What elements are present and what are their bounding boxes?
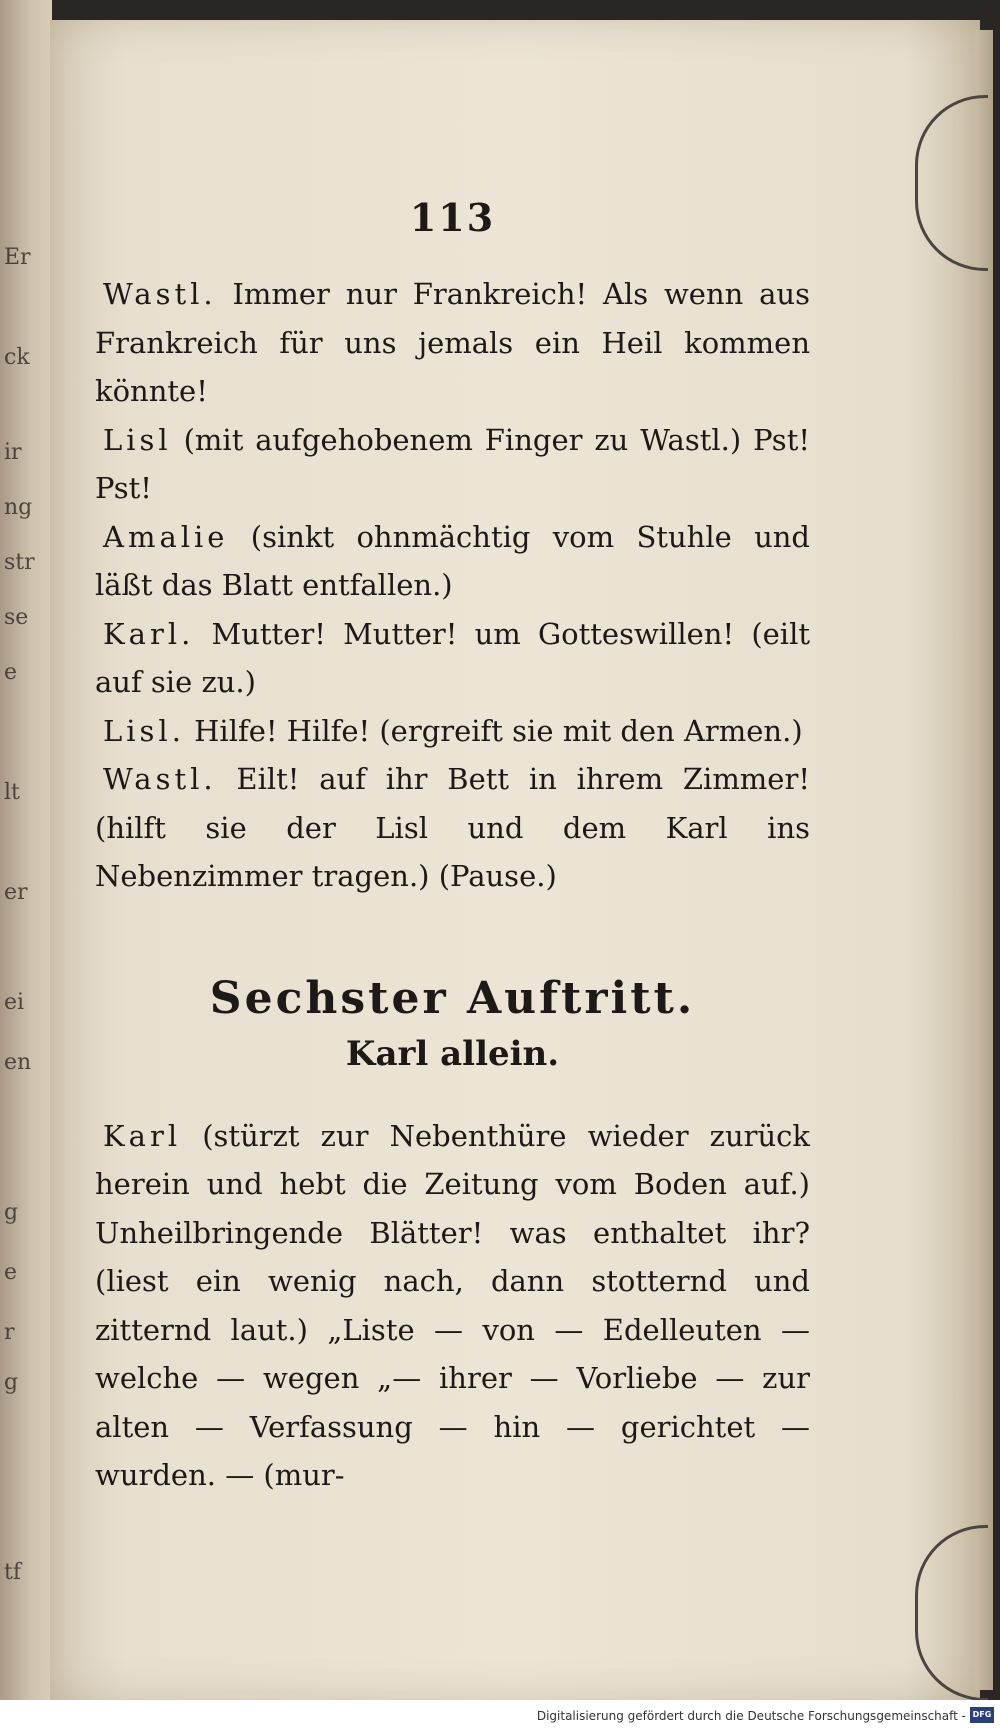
speaker-name: Lisl (103, 422, 172, 457)
dialogue-text: Immer nur Frankreich! Als wenn aus Frankreich für uns jemals ein Heil kommen könnte! (95, 277, 810, 408)
margin-fragment: ng (4, 495, 33, 520)
speaker-name: Karl (103, 1118, 182, 1153)
digitization-footer (0, 1700, 1000, 1731)
scene-subheading: Karl allein. (345, 1033, 560, 1074)
speaker-name: Wastl. (103, 762, 217, 796)
dialogue-paragraph (95, 755, 810, 901)
page-stack-edge (975, 30, 993, 1690)
dialogue-text: Hilfe! Hilfe! (ergreift sie mit den Armen.) (184, 713, 803, 748)
margin-fragment: lt (4, 780, 20, 805)
page-number: 113 (409, 195, 496, 240)
margin-fragment: ck (4, 345, 30, 370)
dialogue-text: Mutter! Mutter! um Gotteswillen! (eilt auf sie zu.) (95, 616, 810, 699)
dialogue-paragraph (95, 416, 810, 513)
margin-fragment: tf (4, 1560, 21, 1585)
scene-heading: Sechster Auftritt. (209, 972, 696, 1024)
left-page-edge (0, 0, 52, 1700)
speaker-name: Wastl. (103, 277, 217, 311)
margin-fragment: e (4, 1260, 18, 1285)
margin-fragment: ei (4, 990, 25, 1015)
dfg-logo-icon: DFG (970, 1707, 994, 1723)
margin-fragment: se (4, 605, 29, 630)
margin-fragment: ir (4, 440, 22, 465)
dialogue-paragraph (95, 513, 810, 610)
speaker-name: Karl. (103, 616, 195, 651)
dialogue-paragraph (95, 610, 810, 707)
page-content (95, 195, 810, 1500)
margin-fragment: en (4, 1050, 32, 1075)
dialogue-text: (sinkt ohnmächtig vom Stuhle und läßt das Blatt entfallen.) (95, 519, 810, 602)
speaker-name: Lisl. (103, 713, 185, 748)
dialogue-text: (stürzt zur Nebenthüre wieder zurück herein und hebt die Zeitung vom Boden auf.) Unheilbringende Blätter! was enthaltet ihr? (liest ein wenig nach, dann stotternd und zitternd laut.) „Liste — von — Edelleuten — welche — wegen „— ihrer — Vorliebe — zur alten — Verfassung — hin — gerichtet — wurden. — (mur- (95, 1118, 810, 1492)
dialogue-paragraph (95, 270, 810, 416)
dialogue-paragraph (95, 1112, 810, 1500)
margin-fragment: Er (4, 245, 31, 270)
dialogue-text: (mit aufgehobenem Finger zu Wastl.) Pst! Pst! (95, 422, 810, 505)
funding-credit: Digitalisierung gefördert durch die Deutsche Forschungsgemeinschaft - (536, 1709, 966, 1723)
dialogue-text: Eilt! auf ihr Bett in ihrem Zimmer! (hilft sie der Lisl und dem Karl ins Nebenzimmer tragen.) (Pause.) (95, 762, 810, 893)
margin-fragment: g (4, 1200, 19, 1225)
margin-fragment: r (4, 1320, 15, 1345)
dialogue-paragraph (95, 707, 810, 756)
margin-fragment: str (4, 550, 35, 575)
margin-fragment: er (4, 880, 28, 905)
speaker-name: Amalie (103, 519, 229, 554)
margin-fragment: g (4, 1370, 19, 1395)
margin-fragment: e (4, 660, 18, 685)
